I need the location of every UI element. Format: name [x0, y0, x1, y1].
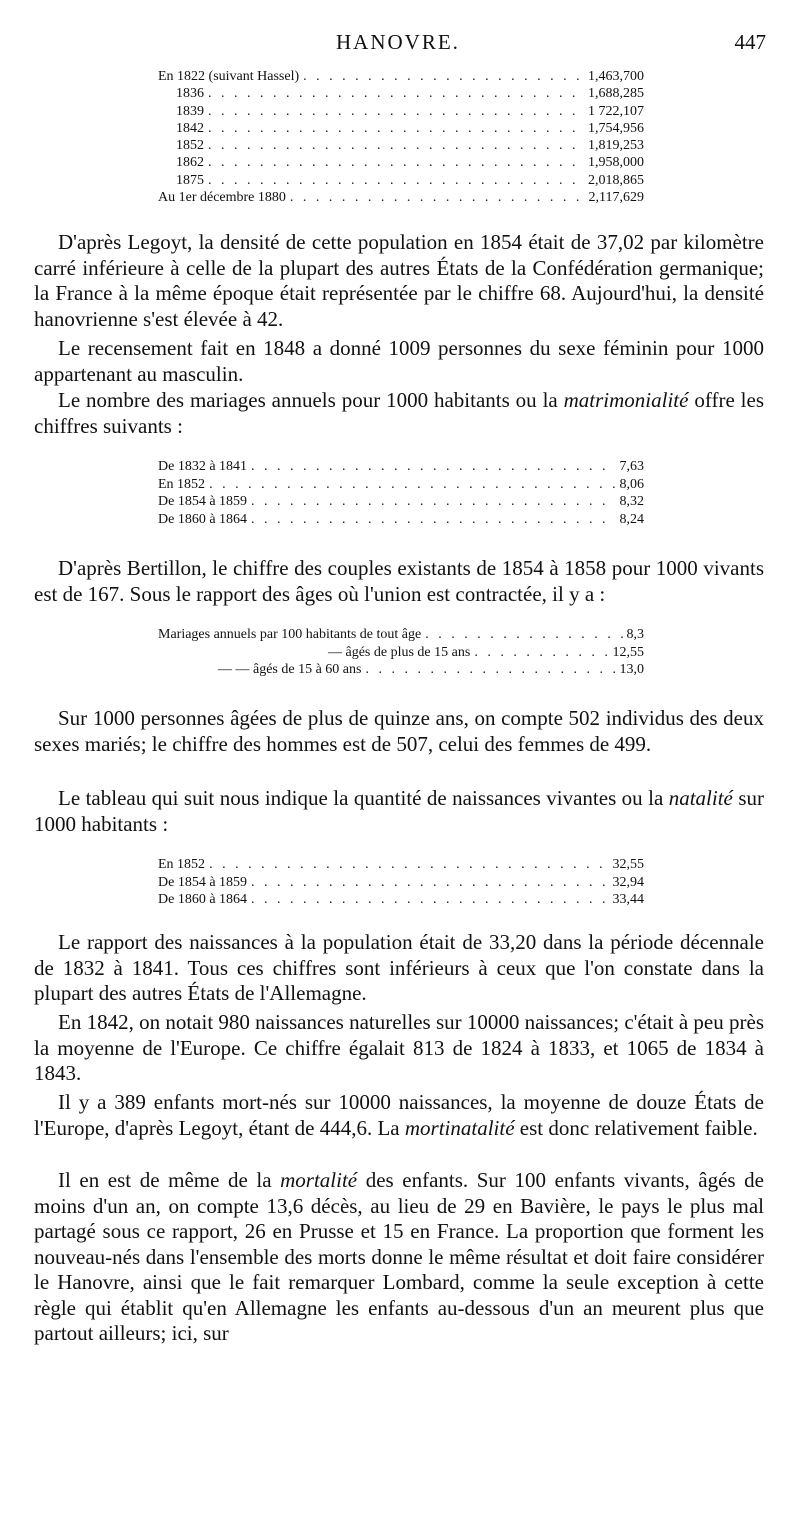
table-row — [158, 137, 644, 154]
table-row — [158, 511, 644, 529]
italic-term: natalité — [668, 786, 733, 810]
table-row — [158, 476, 644, 494]
leader-dots — [208, 172, 584, 189]
row-label: En 1822 (suivant Hassel) — [158, 69, 300, 84]
text-run: Le nombre des mariages annuels pour 1000 habitants ou la — [58, 388, 564, 412]
row-value: 1,688,285 — [588, 86, 644, 102]
row-label: De 1832 à 1841 — [158, 459, 248, 474]
table-row — [158, 120, 644, 137]
row-label: 1862 — [176, 155, 204, 171]
table-row — [158, 493, 644, 511]
row-value: 8,06 — [619, 476, 644, 492]
table-row — [158, 626, 644, 644]
table-row — [158, 103, 644, 120]
natality-table — [158, 856, 644, 909]
row-label: 1836 — [176, 86, 204, 102]
paragraph-birth-ratio: Le rapport des naissances à la population était de 33,20 dans la période décennale de 1832 à 1841. Tous ces chiffres sont inférieurs à ceux que l'on constate dans la plupart des autres États de l'Allemagne. — [34, 930, 764, 1005]
row-label: Au 1er décembre 1880 — [158, 190, 286, 206]
marriage-table — [158, 458, 644, 528]
leader-dots — [290, 189, 585, 206]
paragraph-natality — [34, 786, 764, 837]
running-head: HANOVRE. — [336, 30, 460, 54]
row-value: 12,55 — [612, 644, 644, 660]
paragraph-child-mortality — [34, 1168, 764, 1347]
table-row — [158, 891, 644, 909]
text-run: Le tableau qui suit nous indique la quantité de naissances vivantes ou la — [58, 786, 669, 810]
row-value: 7,63 — [619, 459, 644, 474]
leader-dots — [474, 644, 608, 662]
leader-dots — [208, 154, 584, 171]
age-table — [158, 626, 644, 679]
row-label: De 1860 à 1864 — [158, 511, 248, 527]
paragraph-stillbirths — [34, 1090, 764, 1141]
text-run: sur 1000 habitants : — [34, 786, 764, 836]
text-run: Il en est de même de la — [58, 1168, 281, 1192]
row-value: 2,117,629 — [588, 190, 644, 206]
row-label: De 1854 à 1859 — [158, 874, 248, 890]
row-value: 1,754,956 — [588, 120, 644, 136]
table-row — [158, 874, 644, 892]
row-label: De 1854 à 1859 — [158, 494, 248, 509]
paragraph-density: D'après Legoyt, la densité de cette population en 1854 était de 37,02 par kilomètre carré inférieure à celle de la plupart des autres États de la Confédération germanique; la France à la même époque était représentée par le chiffre 68. Aujourd'hui, la densité hanovrienne s'est élevée à 42. — [34, 230, 764, 331]
leader-dots — [208, 85, 584, 102]
leader-dots — [208, 103, 584, 120]
row-value: 33,44 — [612, 892, 644, 907]
table-row — [158, 172, 644, 189]
row-label: En 1852 — [158, 857, 206, 872]
table-row — [158, 68, 644, 85]
leader-dots — [251, 511, 615, 529]
leader-dots — [425, 626, 622, 644]
row-label: En 1852 — [158, 476, 206, 492]
text-run: Il y a 389 enfants mort-nés sur 10000 naissances, la moyenne de douze États de l'Europe, d'après Legoyt, étant de 444,6. La — [34, 1090, 764, 1140]
row-value: 13,0 — [619, 662, 644, 677]
leader-dots — [209, 856, 608, 874]
row-value: 2,018,865 — [588, 172, 644, 188]
leader-dots — [209, 476, 615, 494]
row-label: — — âgés de 15 à 60 ans — [218, 662, 362, 677]
table-row — [158, 189, 644, 206]
row-label: — âgés de plus de 15 ans — [328, 644, 471, 660]
row-label: Mariages annuels par 100 habitants de tout âge — [158, 627, 422, 642]
text-run: est donc relativement faible. — [514, 1115, 758, 1140]
leader-dots — [208, 137, 584, 154]
text-run: des enfants. Sur 100 enfants vivants, âgés de moins d'un an, on compte 13,6 décès, au lieu de 29 en Bavière, le pays le plus mal partagé sous ce rapport, 26 en Prusse et 15 en France. La proportion que forment les nouveau-nés dans l'ensemble des morts donne le même résultat et doit faire considérer le Hanovre, ainsi que le fait remarquer Lombard, comme la seule exception à cette règle qui établit qu'en Allemagne les enfants au-dessous d'un an meurent plus que partout ailleurs; ici, sur — [34, 1168, 764, 1345]
row-value: 8,3 — [626, 627, 644, 642]
italic-term: mortinatalité — [404, 1115, 515, 1140]
row-value: 1,958,000 — [588, 155, 644, 171]
paragraph-couples: D'après Bertillon, le chiffre des couples existants de 1854 à 1858 pour 1000 vivants est de 167. Sous le rapport des âges où l'union est contractée, il y a : — [34, 556, 764, 606]
row-label: De 1860 à 1864 — [158, 892, 248, 907]
text-run: offre les chiffres suivants : — [34, 388, 765, 438]
row-value: 8,32 — [619, 494, 644, 509]
page-header — [0, 30, 800, 60]
italic-term: matrimonialité — [563, 388, 689, 412]
leader-dots — [251, 458, 615, 476]
table-row — [158, 661, 644, 679]
population-table — [158, 68, 644, 206]
row-value: 1 722,107 — [588, 103, 644, 119]
row-value: 32,55 — [612, 857, 644, 872]
row-label: 1842 — [176, 120, 204, 136]
row-label: 1839 — [176, 103, 204, 119]
leader-dots — [251, 874, 608, 892]
paragraph-married-persons: Sur 1000 personnes âgées de plus de quinze ans, on compte 502 individus des deux sexes mariés; le chiffre des hommes est de 507, celui des femmes de 499. — [34, 706, 764, 756]
italic-term: mortalité — [280, 1168, 358, 1192]
paragraph-marriages — [34, 388, 764, 439]
row-value: 1,819,253 — [588, 138, 644, 154]
row-value: 8,24 — [619, 511, 644, 527]
table-row — [158, 85, 644, 102]
row-value: 32,94 — [612, 874, 644, 890]
leader-dots — [208, 120, 584, 137]
paragraph-census: Le recensement fait en 1848 a donné 1009 personnes du sexe féminin pour 1000 appartenant au masculin. — [34, 336, 764, 386]
table-row — [158, 458, 644, 476]
page-number: 447 — [734, 30, 766, 54]
row-label: 1852 — [176, 138, 204, 154]
leader-dots — [303, 68, 584, 85]
leader-dots — [251, 493, 615, 511]
row-value: 1,463,700 — [588, 69, 644, 84]
leader-dots — [251, 891, 608, 909]
table-row — [158, 154, 644, 171]
row-label: 1875 — [176, 172, 204, 188]
table-row — [158, 856, 644, 874]
paragraph-natural-births: En 1842, on notait 980 naissances naturelles sur 10000 naissances; c'était à peu près la moyenne de l'Europe. Ce chiffre égalait 813 de 1824 à 1833, et 1065 de 1834 à 1843. — [34, 1010, 764, 1085]
table-row — [158, 644, 644, 662]
leader-dots — [365, 661, 615, 679]
